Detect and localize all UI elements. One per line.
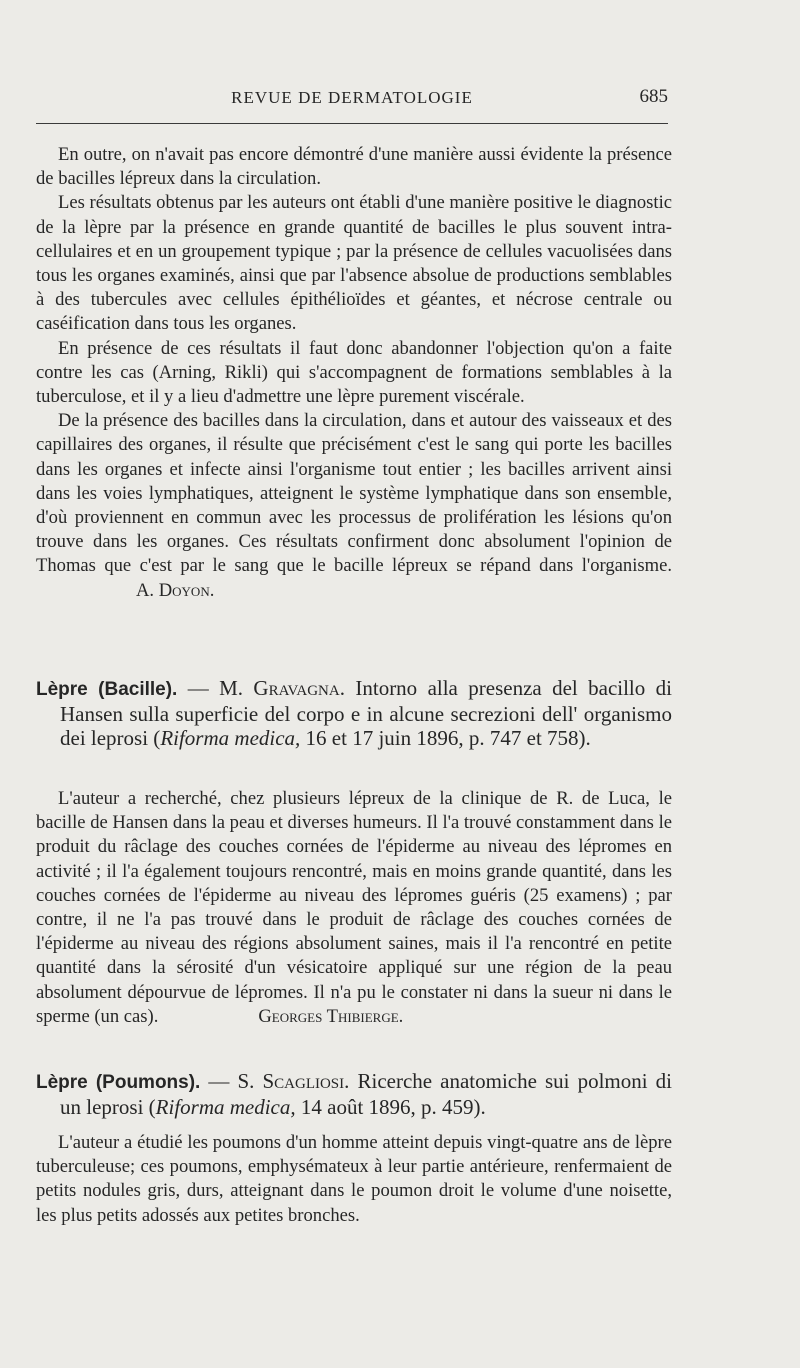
journal-title: REVUE DE DERMATOLOGIE [231,88,473,107]
article-lepre-poumons-body [36,1131,672,1228]
article-author: Gravagna. [253,676,345,700]
article-keyword: Lèpre (Bacille). [36,679,178,700]
paragraph: Les résultats obtenus par les auteurs ont établi d'une manière positive le diagnostic de la lèpre par la présence en grande quantité de bacilles le plus souvent intra-cellulaires et en un groupement typique ; par la présence de cellules vacuolisées dans tous les organes examinés, ainsi que par l'absence absolue de productions semblables à des tubercules avec cellules épithélioïdes et géantes, et nécrose centrale ou caséification dans tous les organes. [36,192,672,335]
previous-review-continuation [36,143,672,603]
journal-name: Riforma medica, [155,1095,296,1119]
journal-name: Riforma medica, [160,726,301,750]
article-author: Scagliosi. [262,1069,350,1093]
article-reference: 16 et 17 juin 1896, p. 747 et 758). [300,726,591,750]
article-heading: Lèpre (Bacille). — M. Gravagna. Intorno alla presenza del bacillo di Hansen sulla superficie del corpo e in alcune secrezioni dell' organismo dei leprosi (Riforma medica, 16 et 17 juin 1896, p. 747 et 758). [36,676,672,750]
article-keyword: Lèpre (Poumons). [36,1072,201,1093]
paragraph [36,409,672,603]
article-title: Ricerche anatomiche sui polmoni di un leprosi ( [60,1069,672,1119]
page-number: 685 [639,86,668,107]
article-reference: 14 août 1896, p. 459). [295,1095,486,1119]
signature: A. Doyon. [136,579,215,601]
signature: Georges Thibierge. [258,1005,404,1027]
paragraph-text: L'auteur a recherché, chez plusieurs lépreux de la clinique de R. de Luca, le bacille de Hansen dans la peau et diverses humeurs. Il l'a trouvé constamment dans le produit du râclage des couches cornées de l'épiderme au niveau des lépromes en activité ; il l'a également toujours rencontré, mais en moins grande quantité, dans les couches cornées de l'épiderme au niveau des lépromes guéris (25 examens) ; par contre, il ne l'a pas trouvé dans le produit de râclage des couches cornées de l'épiderme au niveau des régions absolument saines, mais il l'a rencontré en petite quantité dans la sérosité d'un vésicatoire appliqué sur une région de la peau absolument dépourvue de lépromes. Il n'a pu le constater ni dans la sueur ni dans le sperme (un cas). [36,788,672,1027]
article-lepre-poumons [36,1069,672,1119]
paragraph: L'auteur a étudié les poumons d'un homme atteint depuis vingt-quatre ans de lèpre tuberculeuse; ces poumons, emphysémateux à leur partie antérieure, renfermaient de petits nodules gris, durs, atteignant dans le poumon droit le volume d'une noisette, les plus petits adossés aux petites bronches. [36,1132,672,1226]
header-rule [36,123,668,124]
paragraph: En présence de ces résultats il faut donc abandonner l'objection qu'on a faite contre les cas (Arning, Rikli) qui s'accompagnent de formations semblables à la tuberculose, et il y a lieu d'admettre une lèpre purement viscérale. [36,337,672,408]
article-title: Intorno alla presenza del bacillo di Hansen sulla superficie del corpo e in alcune secrezioni dell' organismo dei leprosi ( [60,676,672,750]
paragraph-text: De la présence des bacilles dans la circulation, dans et autour des vaisseaux et des capillaires des organes, il résulte que précisément c'est le sang qui porte les bacilles dans les organes et infecte ainsi l'organisme tout entier ; les bacilles arrivent ainsi dans les voies lymphatiques, atteignent le système lymphatique dans son ensemble, d'où proviennent en commun avec les processus de prolifération les lésions qu'on trouve dans les organes. Ces résultats confirment donc absolument l'opinion de Thomas que c'est par le sang que le bacille lépreux se répand dans l'organisme. [36,410,672,577]
paragraph [36,787,672,1029]
paragraph: En outre, on n'avait pas encore démontré d'une manière aussi évidente la présence de bacilles lépreux dans la circulation. [36,144,672,190]
running-header [36,84,668,110]
article-heading: Lèpre (Poumons). — S. Scagliosi. Ricerche anatomiche sui polmoni di un leprosi (Riforma medica, 14 août 1896, p. 459). [36,1069,672,1119]
article-lepre-bacille-body [36,787,672,1029]
article-lepre-bacille [36,676,672,750]
